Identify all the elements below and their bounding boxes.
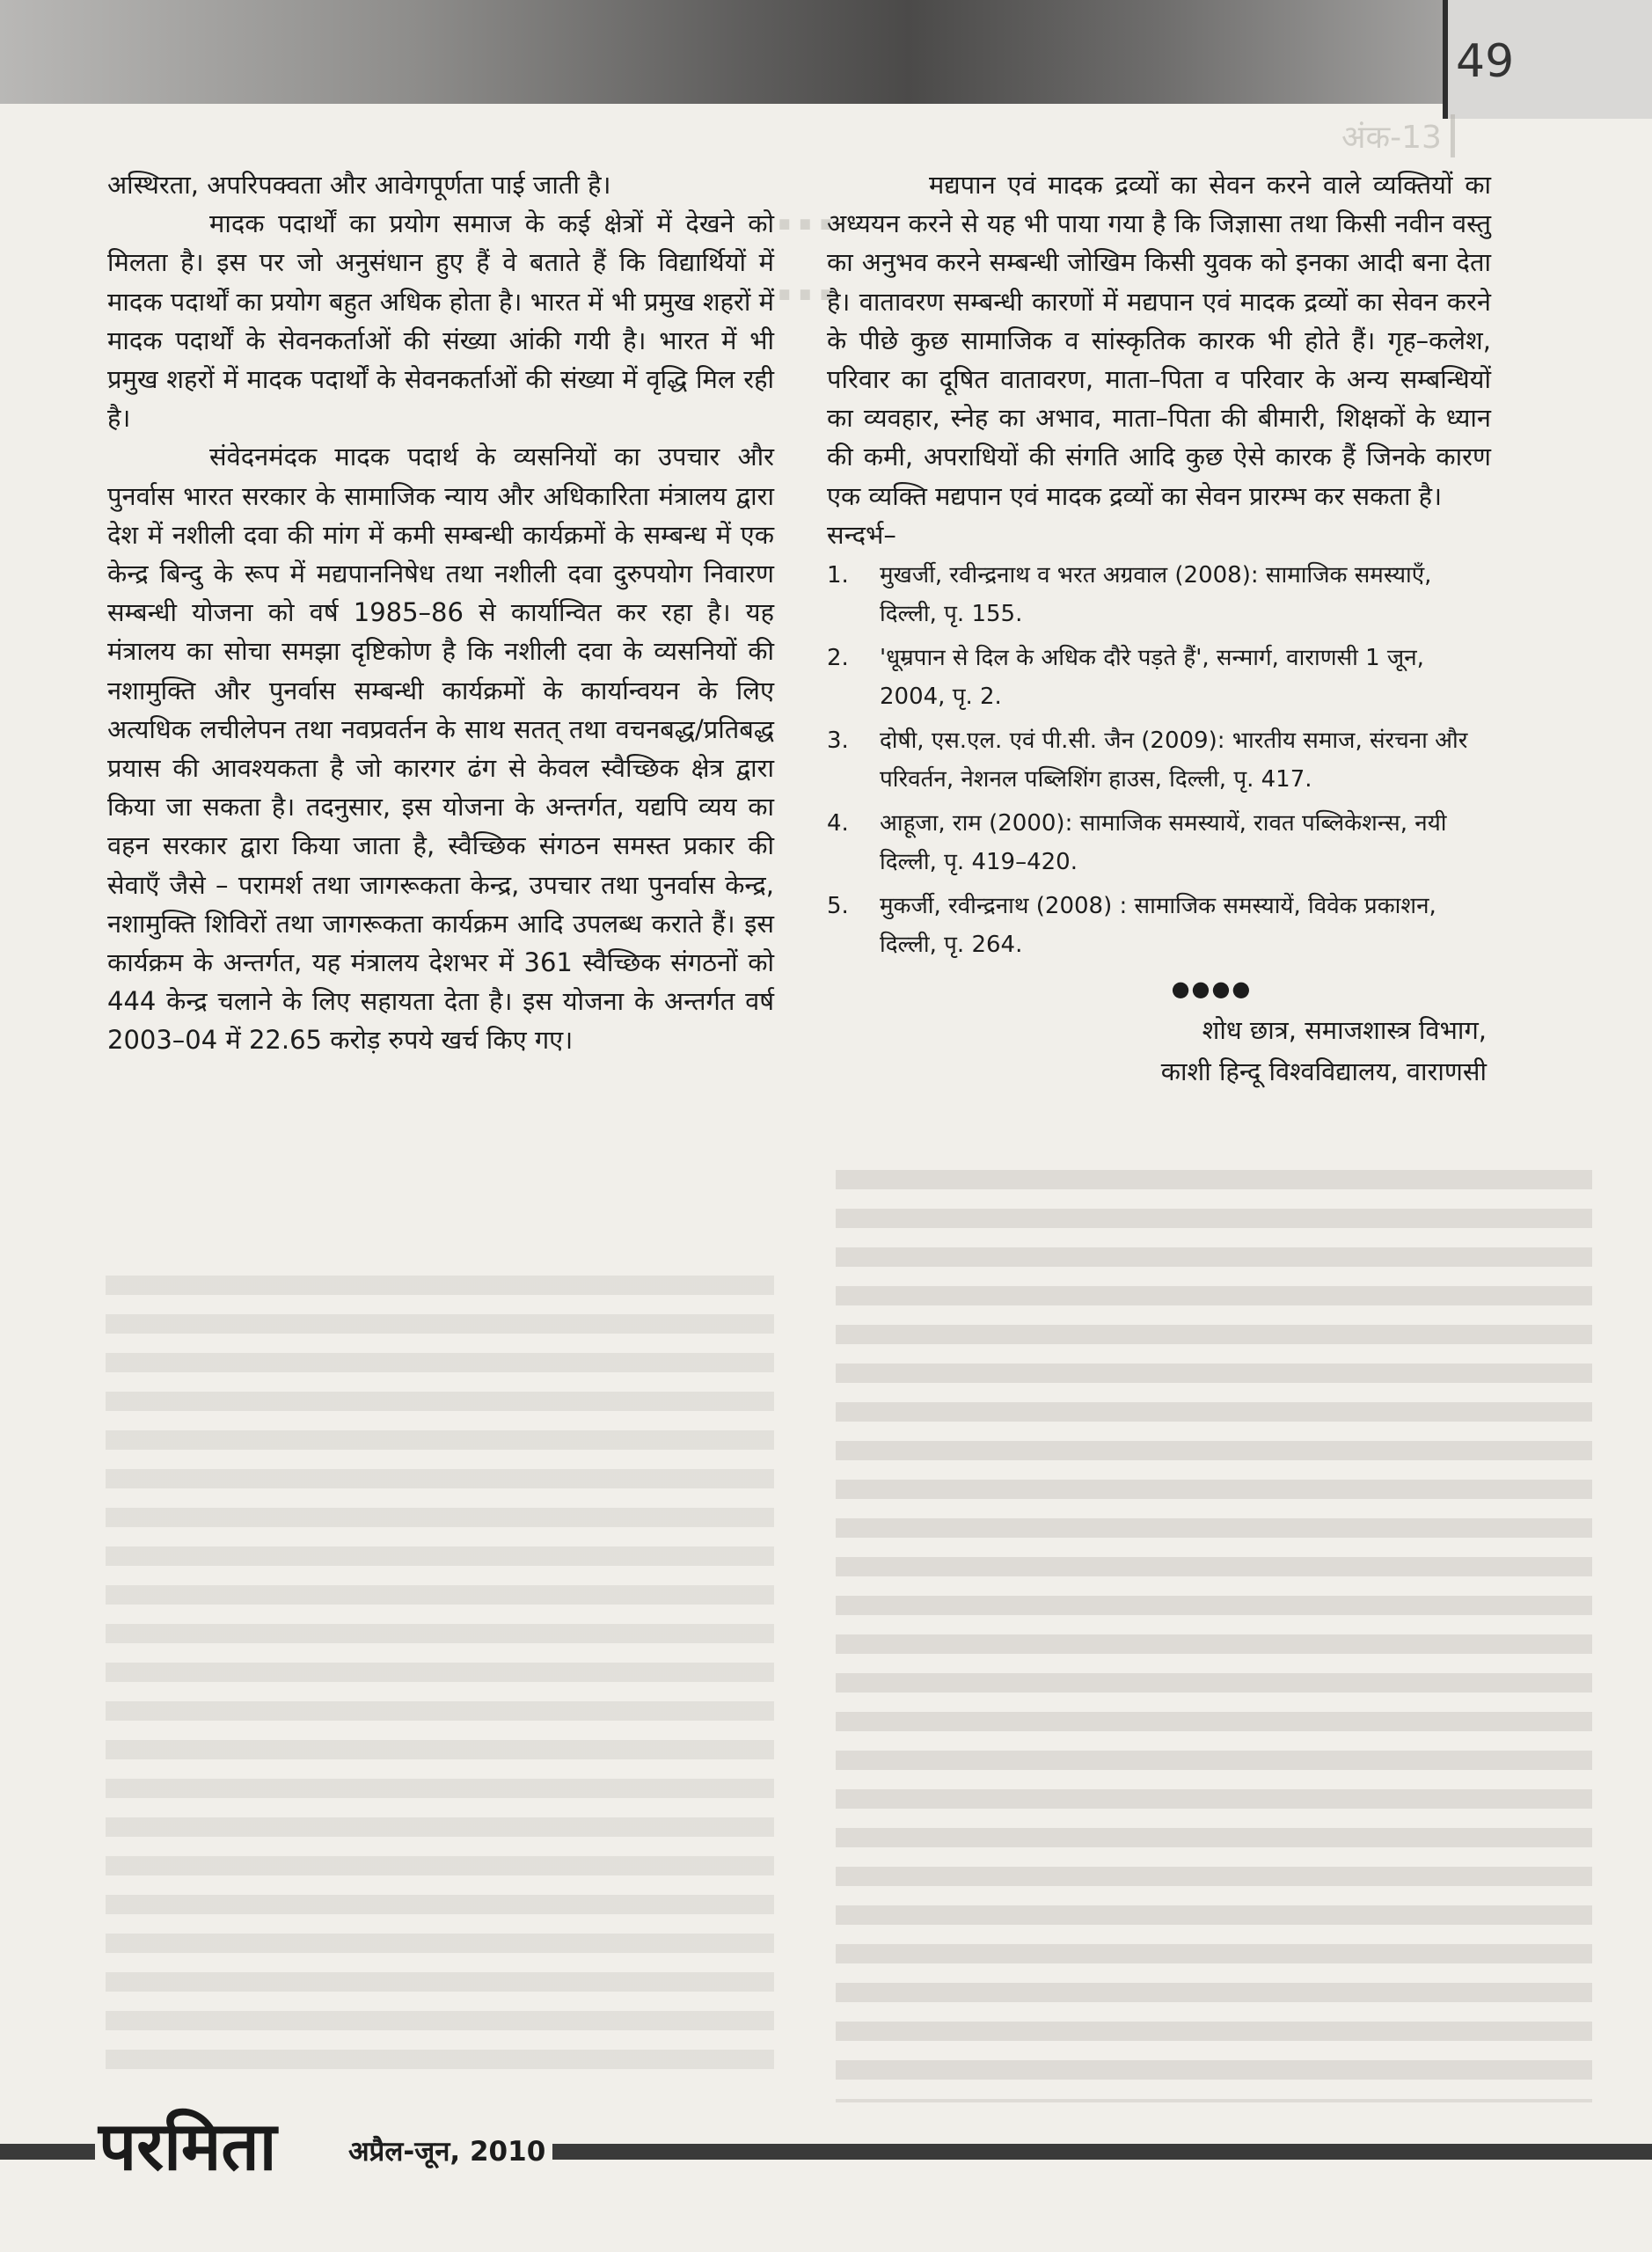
reference-number: 5. — [827, 893, 849, 920]
right-column — [827, 165, 1491, 1093]
bleed-through-heading: ... ... — [774, 179, 837, 313]
bleed-through-text-right — [836, 1170, 1592, 2102]
section-separator: ●●●● — [1171, 976, 1253, 1002]
issue-date: अप्रैल-जून, 2010 — [341, 2132, 552, 2169]
author-affiliation-line-2: काशी हिन्दू विश्वविद्यालय, वाराणसी — [1160, 1057, 1487, 1087]
footer-rule-left — [0, 2144, 95, 2160]
reference-number: 4. — [827, 810, 849, 837]
journal-logo: परमिता — [99, 2107, 277, 2185]
paragraph: मादक पदार्थों का प्रयोग समाज के कई क्षेत्रों में देखने को मिलता है। इस पर जो अनुसंधान हुए हैं वे बताते हैं कि विद्यार्थियों में मादक पदार्थों का प्रयोग बहुत अधिक होता है। भारत में भी प्रमुख शहरों में मादक पदार्थों के सेवनकर्ताओं की संख्या आंकी गयी है। भारत में भी प्रमुख शहरों में मादक पदार्थों के सेवनकर्ताओं की संख्या में वृद्धि मिल रही है। — [107, 208, 774, 434]
paragraph: मद्यपान एवं मादक द्रव्यों का सेवन करने वाले व्यक्तियों का अध्ययन करने से यह भी पाया गया है कि जिज्ञासा तथा किसी नवीन वस्तु का अनुभव करने सम्बन्धी जोखिम किसी युवक को इनका आदी बना देता है। वातावरण सम्बन्धी कारणों में मद्यपान एवं मादक द्रव्यों का सेवन करने के पीछे कुछ सामाजिक व सांस्कृतिक कारक भी होते हैं। गृह–कलेश, परिवार का दूषित वातावरण, माता–पिता व परिवार के अन्य सम्बन्धियों का व्यवहार, स्नेह का अभाव, माता–पिता की बीमारी, शिक्षकों के ध्यान की कमी, अपराधियों की संगति आदि कुछ ऐसे कारक हैं जिनके कारण एक व्यक्ति मद्यपान एवं मादक द्रव्यों का सेवन प्रारम्भ कर सकता है। — [827, 170, 1491, 511]
paragraph: अस्थिरता, अपरिपक्वता और आवेगपूर्णता पाई जाती है। — [107, 170, 611, 200]
bleed-through-tag: अंक-13 — [1341, 114, 1455, 157]
reference-text: दोषी, एस.एल. एवं पी.सी. जैन (2009): भारतीय समाज, संरचना और परिवर्तन, नेशनल पब्लिशिंग हाउस, दिल्ली, पृ. 417. — [880, 728, 1468, 793]
page-number: 49 — [1456, 35, 1515, 88]
reference-text: 'धूम्रपान से दिल के अधिक दौरे पड़ते हैं', सन्मार्ग, वाराणसी 1 जून, 2004, पृ. 2. — [880, 645, 1424, 711]
reference-text: मुखर्जी, रवीन्द्रनाथ व भरत अग्रवाल (2008): सामाजिक समस्याएँ, दिल्ली, पृ. 155. — [880, 562, 1432, 628]
author-affiliation-line-1: शोध छात्र, समाजशास्त्र विभाग, — [1202, 1015, 1487, 1046]
reference-item — [827, 804, 1491, 881]
reference-text: मुकर्जी, रवीन्द्रनाथ (2008) : सामाजिक समस्यायें, विवेक प्रकाशन, दिल्ली, पृ. 264. — [880, 893, 1436, 959]
reference-number: 2. — [827, 645, 849, 672]
bleed-through-text-left — [106, 1276, 774, 2085]
footer-rule-right — [493, 2144, 1652, 2160]
reference-number: 3. — [827, 728, 849, 755]
reference-item — [827, 556, 1491, 633]
reference-text: आहूजा, राम (2000): सामाजिक समस्यायें, रावत पब्लिकेशन्स, नयी दिल्ली, पृ. 419–420. — [880, 810, 1447, 876]
reference-item — [827, 639, 1491, 716]
reference-item — [827, 887, 1491, 964]
reference-number: 1. — [827, 562, 849, 589]
left-column — [107, 165, 774, 1060]
top-band — [0, 0, 1652, 104]
reference-item — [827, 721, 1491, 799]
paragraph: संवेदनमंदक मादक पदार्थ के व्यसनियों का उपचार और पुनर्वास भारत सरकार के सामाजिक न्याय और अधिकारिता मंत्रालय द्वारा देश में नशीली दवा की मांग में कमी सम्बन्धी कार्यक्रमों के सम्बन्ध में एक केन्द्र बिन्दु के रूप में मद्यपाननिषेध तथा नशीली दवा दुरुपयोग निवारण सम्बन्धी योजना को वर्ष 1985–86 से कार्यान्वित कर रहा है। यह मंत्रालय का सोचा समझा दृष्टिकोण है कि नशीली दवा के व्यसनियों की नशामुक्ति और पुनर्वास सम्बन्धी कार्यक्रमों के कार्यान्वयन के लिए अत्यधिक लचीलेपन तथा नवप्रवर्तन के साथ सतत् तथा वचनबद्ध/प्रतिबद्ध प्रयास की आवश्यकता है जो कारगर ढंग से केवल स्वैच्छिक क्षेत्र द्वारा किया जा सकता है। तदनुसार, इस योजना के अन्तर्गत, यद्यपि व्यय का वहन सरकार द्वारा किया जाता है, स्वैच्छिक संगठन समस्त प्रकार की सेवाएँ जैसे – परामर्श तथा जागरूकता केन्द्र, उपचार तथा पुनर्वास केन्द्र, नशामुक्ति शिविरों तथा जागरूकता कार्यक्रम आदि उपलब्ध कराते हैं। इस कार्यक्रम के अन्तर्गत, यह मंत्रालय देशभर में 361 स्वैच्छिक संगठनों को 444 केन्द्र चलाने के लिए सहायता देता है। इस योजना के अन्तर्गत वर्ष 2003–04 में 22.65 करोड़ रुपये खर्च किए गए। — [107, 442, 774, 1056]
references-title: सन्दर्भ– — [827, 519, 896, 550]
